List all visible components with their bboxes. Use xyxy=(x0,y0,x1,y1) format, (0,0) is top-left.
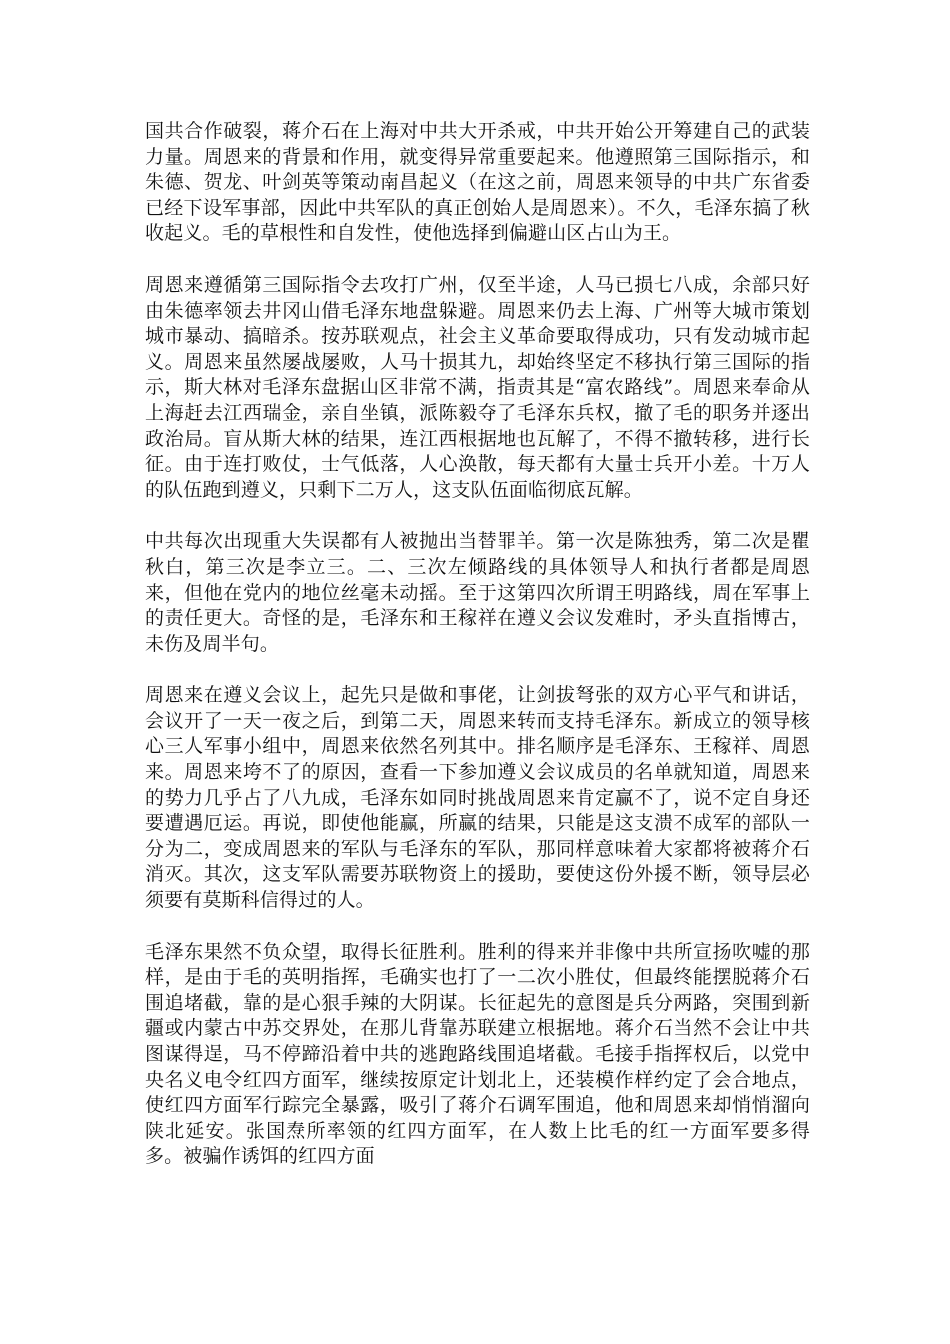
paragraph-5: 毛泽东果然不负众望，取得长征胜利。胜利的得来并非像中共所宣扬吹嘘的那样，是由于毛的英明指挥，毛确实也打了一二次小胜仗，但最终能摆脱蒋介石围追堵截，靠的是心狠手辣的大阴谋。长征起先的意图是兵分两路，突围到新疆或内蒙古中苏交界处，在那儿背靠苏联建立根据地。蒋介石当然不会让中共图谋得逞，马不停蹄沿着中共的逃跑路线围追堵截。毛接手指挥权后，以党中央名义电令红四方面军，继续按原定计划北上，还装模作样约定了会合地点，使红四方面军行踪完全暴露，吸引了蒋介石调军围追，他和周恩来却悄悄溜向陕北延安。张国焘所率领的红四方面军，在人数上比毛的红一方面军要多得多。被骗作诱饵的红四方面 xyxy=(145,940,810,1168)
text-column xyxy=(145,119,810,1196)
paragraph-1: 国共合作破裂，蒋介石在上海对中共大开杀戒，中共开始公开筹建自己的武装力量。周恩来的背景和作用，就变得异常重要起来。他遵照第三国际指示，和朱德、贺龙、叶剑英等策动南昌起义（在这之前，周恩来领导的中共广东省委已经下设军事部，因此中共军队的真正创始人是周恩来）。不久，毛泽东搞了秋收起义。毛的草根性和自发性，使他选择到偏避山区占山为王。 xyxy=(145,120,810,245)
paragraph-2: 周恩来遵循第三国际指令去攻打广州，仅至半途，人马已损七八成，余部只好由朱德率领去井冈山借毛泽东地盘躲避。周恩来仍去上海、广州等大城市策划城市暴动、搞暗杀。按苏联观点，社会主义革命要取得成功，只有发动城市起义。周恩来虽然屡战屡败，人马十损其九，却始终坚定不移执行第三国际的指示，斯大林对毛泽东盘据山区非常不满，指责其是“富农路线”。周恩来奉命从上海赶去江西瑞金，亲自坐镇，派陈毅夺了毛泽东兵权，撤了毛的职务并逐出政治局。盲从斯大林的结果，连江西根据地也瓦解了，不得不撤转移，进行长征。由于连打败仗，士气低落，人心涣散，每天都有大量士兵开小差。十万人的队伍跑到遵义，只剩下二万人，这支队伍面临彻底瓦解。 xyxy=(145,273,810,501)
paragraph-4: 周恩来在遵义会议上，起先只是做和事佬，让剑拔弩张的双方心平气和讲话，会议开了一天一夜之后，到第二天，周恩来转而支持毛泽东。新成立的领导核心三人军事小组中，周恩来依然名列其中。排名顺序是毛泽东、王稼祥、周恩来。周恩来垮不了的原因，查看一下参加遵义会议成员的名单就知道，周恩来的势力几乎占了八九成，毛泽东如同时挑战周恩来肯定赢不了，说不定自身还要遭遇厄运。再说，即使他能赢，所赢的结果，只能是这支溃不成军的部队一分为二，变成周恩来的军队与毛泽东的军队，那同样意味着大家都将被蒋介石消灭。其次，这支军队需要苏联物资上的援助，要使这份外援不断，领导层必须要有莫斯科信得过的人。 xyxy=(145,684,810,912)
paragraph-3: 中共每次出现重大失误都有人被抛出当替罪羊。第一次是陈独秀，第二次是瞿秋白，第三次是李立三。二、三次左倾路线的具体领导人和执行者都是周恩来，但他在党内的地位丝毫未动摇。至于这第四次所谓王明路线，周在军事上的责任更大。奇怪的是，毛泽东和王稼祥在遵义会议发难时，矛头直指博古，未伤及周半句。 xyxy=(145,530,810,655)
